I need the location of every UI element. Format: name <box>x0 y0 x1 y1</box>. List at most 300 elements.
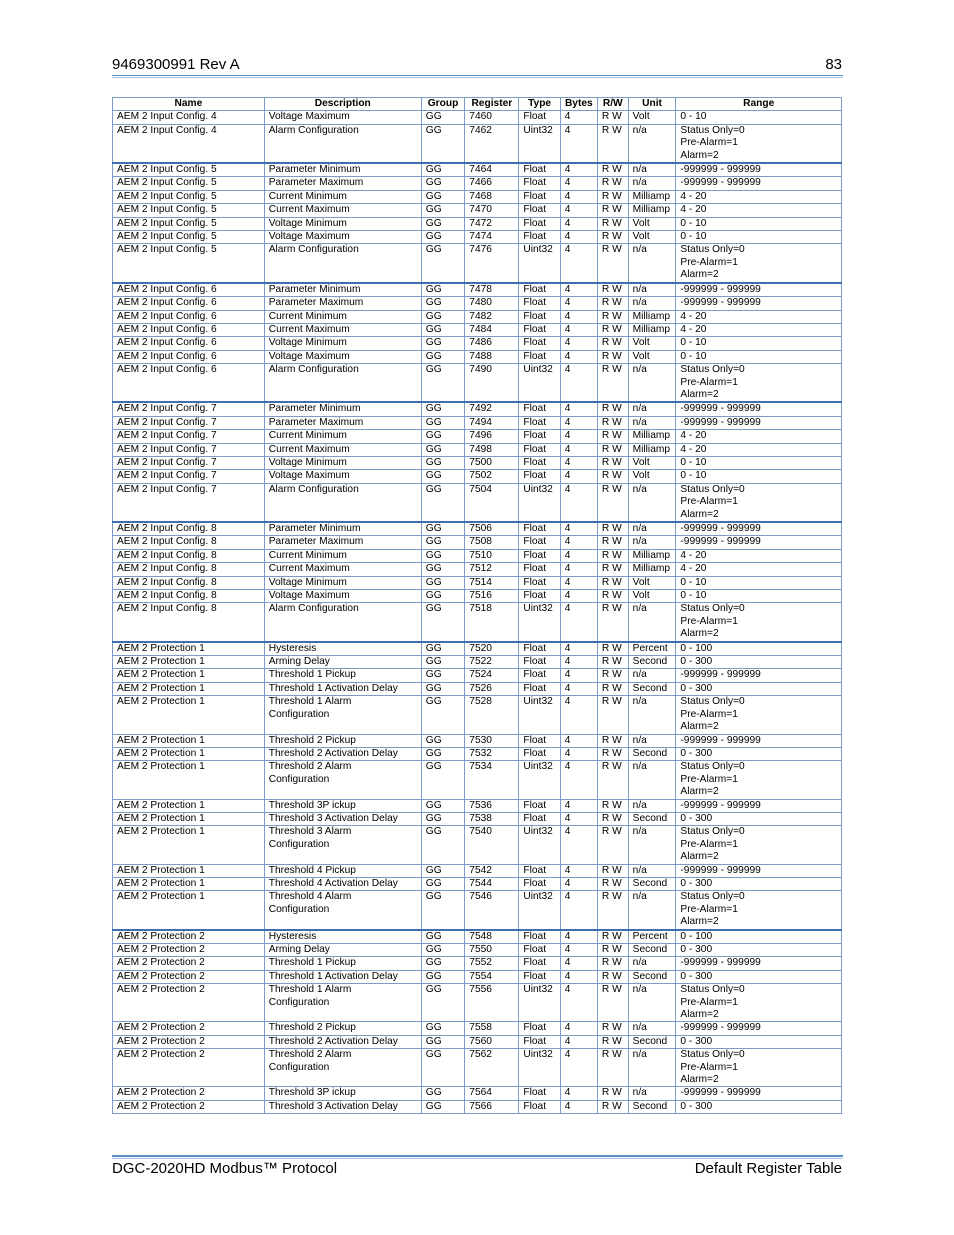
cell-rw: R W <box>597 826 628 864</box>
cell-description-line: Threshold 4 Pickup <box>268 864 356 876</box>
cell-name: AEM 2 Protection 1 <box>113 669 265 682</box>
cell-range <box>676 402 842 416</box>
cell-group: GG <box>421 283 465 297</box>
cell-rw: R W <box>597 669 628 682</box>
cell-description-line: Threshold 4 Alarm <box>268 891 352 903</box>
cell-bytes: 4 <box>560 456 597 469</box>
cell-bytes: 4 <box>560 747 597 760</box>
cell-range-line: Alarm=2 <box>680 786 719 798</box>
cell-range <box>676 231 842 244</box>
cell-name: AEM 2 Input Config. 8 <box>113 590 265 603</box>
cell-description-line: Threshold 1 Alarm <box>268 984 352 996</box>
header-rule-light <box>112 77 843 78</box>
cell-range-line: 0 - 10 <box>680 350 707 362</box>
cell-unit: Second <box>628 970 676 983</box>
cell-bytes: 4 <box>560 761 597 799</box>
cell-unit: n/a <box>628 244 676 283</box>
cell-range-line: 4 - 20 <box>680 549 707 561</box>
cell-description <box>264 416 421 429</box>
cell-unit: n/a <box>628 163 676 177</box>
cell-description <box>264 864 421 877</box>
table-row <box>113 891 842 930</box>
cell-description <box>264 1035 421 1048</box>
cell-name: AEM 2 Input Config. 6 <box>113 283 265 297</box>
cell-register: 7556 <box>465 984 519 1022</box>
cell-group: GG <box>421 536 465 549</box>
cell-bytes: 4 <box>560 323 597 336</box>
cell-register: 7548 <box>465 930 519 944</box>
cell-description <box>264 1087 421 1100</box>
cell-rw: R W <box>597 470 628 483</box>
cell-name: AEM 2 Input Config. 5 <box>113 163 265 177</box>
cell-unit: n/a <box>628 177 676 190</box>
cell-description-line: Arming Delay <box>268 944 330 955</box>
cell-rw: R W <box>597 970 628 983</box>
cell-description-line: Threshold 1 Activation Delay <box>268 970 398 982</box>
cell-range-line: 0 - 300 <box>680 812 713 824</box>
cell-description-line: Voltage Minimum <box>268 217 347 229</box>
cell-name: AEM 2 Input Config. 5 <box>113 204 265 217</box>
cell-description <box>264 877 421 890</box>
cell-bytes: 4 <box>560 231 597 244</box>
cell-range-line: Status Only=0 <box>680 364 745 376</box>
cell-bytes: 4 <box>560 244 597 283</box>
cell-name: AEM 2 Protection 1 <box>113 642 265 656</box>
cell-range-line: 4 - 20 <box>680 443 707 455</box>
cell-description <box>264 283 421 297</box>
table-row <box>113 734 842 747</box>
cell-rw: R W <box>597 1087 628 1100</box>
cell-range-line: Status Only=0 <box>680 603 745 615</box>
cell-name: AEM 2 Protection 2 <box>113 1100 265 1113</box>
cell-range-line: Status Only=0 <box>680 826 745 838</box>
cell-name: AEM 2 Protection 1 <box>113 747 265 760</box>
cell-bytes: 4 <box>560 283 597 297</box>
cell-unit: Second <box>628 747 676 760</box>
cell-description-line: Threshold 3 Alarm <box>268 826 352 838</box>
cell-bytes: 4 <box>560 812 597 825</box>
cell-type: Float <box>519 217 560 230</box>
table-row <box>113 190 842 203</box>
register-table-container <box>112 97 842 1114</box>
cell-description-line: Threshold 2 Pickup <box>268 734 356 746</box>
cell-bytes: 4 <box>560 297 597 310</box>
cell-rw: R W <box>597 244 628 283</box>
cell-register: 7564 <box>465 1087 519 1100</box>
cell-range-line: -999999 - 999999 <box>680 297 761 309</box>
cell-range-line: -999999 - 999999 <box>680 536 761 548</box>
cell-description <box>264 163 421 177</box>
cell-description-line: Configuration <box>268 903 330 915</box>
cell-group: GG <box>421 456 465 469</box>
cell-type: Float <box>519 337 560 350</box>
cell-bytes: 4 <box>560 576 597 589</box>
cell-type: Float <box>519 970 560 983</box>
cell-description <box>264 549 421 562</box>
cell-description-line: Hysteresis <box>268 930 317 942</box>
cell-description-line: Parameter Maximum <box>268 416 364 428</box>
cell-type: Uint32 <box>519 891 560 930</box>
cell-group: GG <box>421 1022 465 1035</box>
cell-rw: R W <box>597 957 628 970</box>
cell-range <box>676 930 842 944</box>
cell-name: AEM 2 Protection 1 <box>113 812 265 825</box>
cell-unit: Percent <box>628 642 676 656</box>
cell-range <box>676 696 842 734</box>
table-row <box>113 930 842 944</box>
cell-unit: Percent <box>628 930 676 944</box>
cell-description-line: Voltage Maximum <box>268 231 350 243</box>
cell-description-line: Parameter Minimum <box>268 164 361 176</box>
table-row <box>113 456 842 469</box>
cell-rw: R W <box>597 310 628 323</box>
cell-bytes: 4 <box>560 734 597 747</box>
cell-group: GG <box>421 984 465 1022</box>
cell-description <box>264 456 421 469</box>
cell-register: 7540 <box>465 826 519 864</box>
cell-range <box>676 470 842 483</box>
cell-unit: n/a <box>628 669 676 682</box>
cell-type: Uint32 <box>519 244 560 283</box>
cell-group: GG <box>421 364 465 403</box>
cell-range-line: 0 - 10 <box>680 456 707 468</box>
table-row <box>113 430 842 443</box>
cell-group: GG <box>421 603 465 642</box>
footer-rule <box>112 1155 843 1157</box>
table-body <box>113 111 842 1114</box>
cell-rw: R W <box>597 402 628 416</box>
cell-range-line: -999999 - 999999 <box>680 957 761 969</box>
cell-unit: Milliamp <box>628 549 676 562</box>
cell-rw: R W <box>597 364 628 403</box>
cell-register: 7502 <box>465 470 519 483</box>
cell-rw: R W <box>597 549 628 562</box>
cell-description-line: Voltage Minimum <box>268 456 347 468</box>
cell-unit: Volt <box>628 111 676 124</box>
footer-section: Default Register Table <box>694 1160 842 1177</box>
cell-description <box>264 682 421 695</box>
cell-type: Uint32 <box>519 696 560 734</box>
cell-bytes: 4 <box>560 877 597 890</box>
cell-rw: R W <box>597 217 628 230</box>
cell-rw: R W <box>597 944 628 957</box>
cell-bytes: 4 <box>560 111 597 124</box>
cell-bytes: 4 <box>560 430 597 443</box>
cell-unit: n/a <box>628 536 676 549</box>
cell-bytes: 4 <box>560 1022 597 1035</box>
cell-group: GG <box>421 877 465 890</box>
cell-type: Uint32 <box>519 1049 560 1087</box>
cell-unit: n/a <box>628 1022 676 1035</box>
cell-register: 7516 <box>465 590 519 603</box>
cell-description-line: Current Minimum <box>268 430 347 442</box>
cell-group: GG <box>421 590 465 603</box>
cell-unit: Milliamp <box>628 443 676 456</box>
cell-name: AEM 2 Protection 2 <box>113 944 265 957</box>
cell-description <box>264 470 421 483</box>
cell-type: Float <box>519 283 560 297</box>
cell-rw: R W <box>597 891 628 930</box>
cell-register: 7560 <box>465 1035 519 1048</box>
cell-group: GG <box>421 177 465 190</box>
cell-register: 7470 <box>465 204 519 217</box>
cell-description-line: Configuration <box>268 996 330 1008</box>
table-row <box>113 364 842 403</box>
cell-group: GG <box>421 944 465 957</box>
table-row <box>113 747 842 760</box>
cell-type: Float <box>519 877 560 890</box>
cell-description-line: Threshold 1 Activation Delay <box>268 682 398 694</box>
cell-description-line: Voltage Minimum <box>268 337 347 349</box>
cell-range <box>676 297 842 310</box>
cell-description <box>264 402 421 416</box>
cell-type: Float <box>519 656 560 669</box>
cell-bytes: 4 <box>560 470 597 483</box>
cell-rw: R W <box>597 603 628 642</box>
cell-rw: R W <box>597 696 628 734</box>
cell-type: Uint32 <box>519 124 560 163</box>
cell-name: AEM 2 Input Config. 8 <box>113 522 265 536</box>
cell-name: AEM 2 Protection 2 <box>113 1087 265 1100</box>
cell-register: 7550 <box>465 944 519 957</box>
cell-group: GG <box>421 642 465 656</box>
cell-range-line: -999999 - 999999 <box>680 1087 761 1099</box>
cell-group: GG <box>421 826 465 864</box>
table-row <box>113 522 842 536</box>
cell-rw: R W <box>597 536 628 549</box>
cell-bytes: 4 <box>560 204 597 217</box>
cell-name: AEM 2 Protection 2 <box>113 1049 265 1087</box>
cell-bytes: 4 <box>560 590 597 603</box>
cell-register: 7538 <box>465 812 519 825</box>
table-row <box>113 1100 842 1113</box>
cell-register: 7518 <box>465 603 519 642</box>
cell-range-line: -999999 - 999999 <box>680 403 761 415</box>
cell-description-line: Threshold 1 Pickup <box>268 669 356 681</box>
cell-type: Uint32 <box>519 826 560 864</box>
cell-register: 7510 <box>465 549 519 562</box>
cell-range-line: Status Only=0 <box>680 891 745 903</box>
cell-unit: Milliamp <box>628 323 676 336</box>
cell-description-line: Current Minimum <box>268 190 347 202</box>
cell-unit: n/a <box>628 1087 676 1100</box>
cell-group: GG <box>421 244 465 283</box>
page-number: 83 <box>825 56 842 73</box>
cell-range-line: Status Only=0 <box>680 984 745 996</box>
cell-range-line: 4 - 20 <box>680 563 707 575</box>
cell-group: GG <box>421 864 465 877</box>
cell-register: 7536 <box>465 799 519 812</box>
cell-range <box>676 549 842 562</box>
cell-group: GG <box>421 734 465 747</box>
cell-register: 7464 <box>465 163 519 177</box>
cell-unit: Volt <box>628 576 676 589</box>
cell-range-line: 0 - 300 <box>680 970 713 982</box>
cell-name: AEM 2 Protection 2 <box>113 1035 265 1048</box>
table-row <box>113 231 842 244</box>
cell-range <box>676 1022 842 1035</box>
cell-description-line: Threshold 3P ickup <box>268 1087 356 1099</box>
cell-group: GG <box>421 522 465 536</box>
cell-group: GG <box>421 217 465 230</box>
cell-unit: Second <box>628 812 676 825</box>
cell-bytes: 4 <box>560 177 597 190</box>
cell-range-line: 4 - 20 <box>680 190 707 202</box>
cell-rw: R W <box>597 337 628 350</box>
cell-bytes: 4 <box>560 891 597 930</box>
cell-description-line: Alarm Configuration <box>268 364 359 376</box>
table-row <box>113 549 842 562</box>
cell-name: AEM 2 Protection 1 <box>113 761 265 799</box>
cell-name: AEM 2 Input Config. 7 <box>113 470 265 483</box>
table-row <box>113 402 842 416</box>
cell-range <box>676 1035 842 1048</box>
cell-range <box>676 669 842 682</box>
cell-range-line: Status Only=0 <box>680 124 745 136</box>
table-row <box>113 812 842 825</box>
cell-register: 7544 <box>465 877 519 890</box>
cell-unit: n/a <box>628 826 676 864</box>
cell-unit: Milliamp <box>628 190 676 203</box>
table-row <box>113 603 842 642</box>
cell-rw: R W <box>597 323 628 336</box>
cell-group: GG <box>421 190 465 203</box>
cell-rw: R W <box>597 682 628 695</box>
table-row <box>113 163 842 177</box>
cell-name: AEM 2 Input Config. 7 <box>113 483 265 522</box>
cell-description <box>264 350 421 363</box>
cell-range <box>676 603 842 642</box>
cell-group: GG <box>421 1049 465 1087</box>
cell-type: Float <box>519 799 560 812</box>
cell-description-line: Alarm Configuration <box>268 603 359 615</box>
cell-name: AEM 2 Input Config. 5 <box>113 231 265 244</box>
table-row <box>113 244 842 283</box>
cell-range-line: 0 - 10 <box>680 337 707 349</box>
cell-description-line: Voltage Maximum <box>268 590 350 602</box>
cell-range-line: 0 - 300 <box>680 1100 713 1112</box>
table-row <box>113 443 842 456</box>
cell-range <box>676 734 842 747</box>
cell-description <box>264 696 421 734</box>
table-row <box>113 669 842 682</box>
cell-group: GG <box>421 549 465 562</box>
cell-bytes: 4 <box>560 364 597 403</box>
cell-range <box>676 747 842 760</box>
cell-group: GG <box>421 1100 465 1113</box>
cell-range-line: 0 - 10 <box>680 576 707 588</box>
cell-group: GG <box>421 930 465 944</box>
cell-register: 7466 <box>465 177 519 190</box>
cell-range <box>676 590 842 603</box>
cell-range-line: Pre-Alarm=1 <box>680 615 738 627</box>
cell-range <box>676 957 842 970</box>
cell-range <box>676 642 842 656</box>
cell-description-line: Parameter Minimum <box>268 283 361 295</box>
cell-name: AEM 2 Input Config. 4 <box>113 124 265 163</box>
cell-rw: R W <box>597 799 628 812</box>
cell-type: Float <box>519 864 560 877</box>
cell-range-line: 4 - 20 <box>680 323 707 335</box>
cell-unit: n/a <box>628 483 676 522</box>
cell-rw: R W <box>597 642 628 656</box>
cell-range-line: 0 - 300 <box>680 1035 713 1047</box>
cell-bytes: 4 <box>560 563 597 576</box>
cell-type: Uint32 <box>519 761 560 799</box>
cell-range <box>676 1100 842 1113</box>
cell-description-line: Threshold 2 Alarm <box>268 1049 352 1061</box>
cell-range-line: -999999 - 999999 <box>680 416 761 428</box>
cell-register: 7498 <box>465 443 519 456</box>
cell-type: Float <box>519 163 560 177</box>
cell-range <box>676 430 842 443</box>
cell-type: Float <box>519 1035 560 1048</box>
cell-group: GG <box>421 297 465 310</box>
cell-rw: R W <box>597 430 628 443</box>
column-header-name: Name <box>113 98 265 111</box>
cell-description-line: Threshold 3P ickup <box>268 799 356 811</box>
cell-unit: n/a <box>628 124 676 163</box>
cell-unit: n/a <box>628 799 676 812</box>
cell-rw: R W <box>597 734 628 747</box>
table-row <box>113 124 842 163</box>
table-row <box>113 204 842 217</box>
table-row <box>113 337 842 350</box>
cell-group: GG <box>421 416 465 429</box>
cell-unit: n/a <box>628 957 676 970</box>
cell-group: GG <box>421 310 465 323</box>
cell-description-line: Hysteresis <box>268 642 317 654</box>
cell-name: AEM 2 Input Config. 7 <box>113 416 265 429</box>
cell-description-line: Threshold 2 Alarm <box>268 761 352 773</box>
cell-type: Float <box>519 456 560 469</box>
cell-range <box>676 350 842 363</box>
cell-type: Float <box>519 1087 560 1100</box>
cell-register: 7512 <box>465 563 519 576</box>
cell-name: AEM 2 Protection 1 <box>113 799 265 812</box>
cell-range-line: Pre-Alarm=1 <box>680 838 738 850</box>
cell-description <box>264 337 421 350</box>
cell-bytes: 4 <box>560 656 597 669</box>
cell-description-line: Threshold 2 Activation Delay <box>268 1035 398 1047</box>
cell-range-line: Alarm=2 <box>680 149 719 161</box>
cell-bytes: 4 <box>560 957 597 970</box>
cell-group: GG <box>421 1035 465 1048</box>
cell-group: GG <box>421 443 465 456</box>
table-row <box>113 576 842 589</box>
cell-unit: Second <box>628 944 676 957</box>
cell-bytes: 4 <box>560 944 597 957</box>
cell-rw: R W <box>597 111 628 124</box>
cell-register: 7534 <box>465 761 519 799</box>
table-row <box>113 1022 842 1035</box>
cell-register: 7486 <box>465 337 519 350</box>
cell-group: GG <box>421 970 465 983</box>
cell-range-line: -999999 - 999999 <box>680 283 761 295</box>
cell-type: Float <box>519 734 560 747</box>
cell-bytes: 4 <box>560 696 597 734</box>
cell-bytes: 4 <box>560 337 597 350</box>
cell-range-line: 0 - 300 <box>680 747 713 759</box>
cell-name: AEM 2 Input Config. 8 <box>113 576 265 589</box>
document-number: 9469300991 Rev A <box>112 56 240 73</box>
cell-unit: Milliamp <box>628 430 676 443</box>
cell-range-line: Pre-Alarm=1 <box>680 996 738 1008</box>
column-header-register: Register <box>465 98 519 111</box>
cell-description <box>264 231 421 244</box>
cell-bytes: 4 <box>560 483 597 522</box>
table-row <box>113 283 842 297</box>
